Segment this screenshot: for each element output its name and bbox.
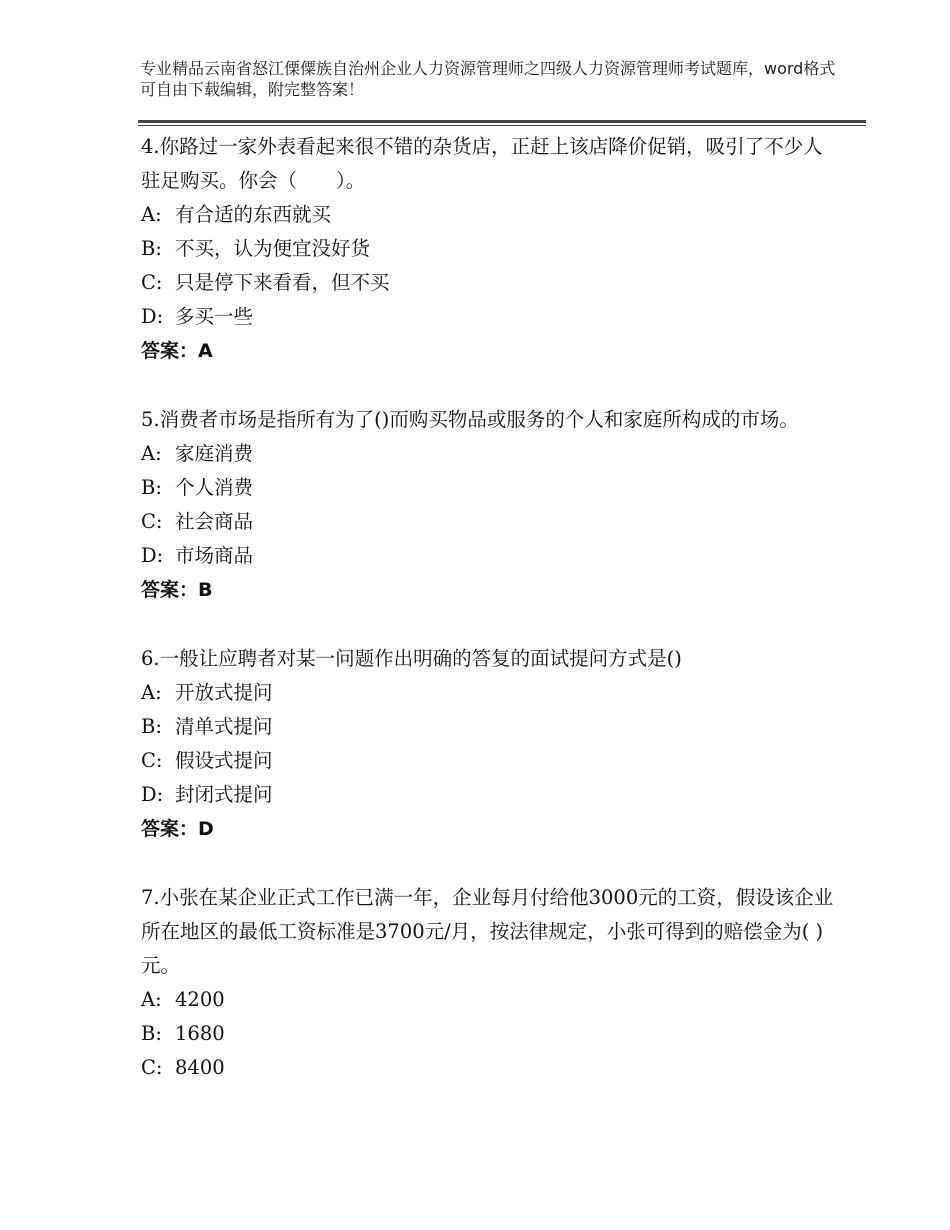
option-b — [141, 232, 841, 266]
question-7 — [141, 879, 841, 1085]
question-6 — [141, 640, 841, 846]
option-text: 家庭消费 — [175, 442, 254, 465]
option-b — [141, 710, 841, 744]
option-text: 4200 — [175, 988, 225, 1011]
option-text: 开放式提问 — [175, 681, 273, 704]
option-key: D: — [141, 305, 164, 328]
option-key: A: — [141, 988, 162, 1011]
document-header: 专业精品云南省怒江傈僳族自治州企业人力资源管理师之四级人力资源管理师考试题库，word格式可自由下载编辑，附完整答案！ — [140, 59, 836, 99]
option-key: C: — [141, 749, 163, 772]
option-key: B: — [141, 237, 162, 260]
option-key: C: — [141, 1056, 163, 1079]
question-5 — [141, 401, 841, 607]
option-c — [141, 505, 841, 539]
option-a — [141, 676, 841, 710]
option-text: 不买，认为便宜没好货 — [175, 237, 371, 260]
answer-line: 答案：D — [141, 818, 214, 840]
option-d — [141, 539, 841, 573]
option-key: D: — [141, 783, 164, 806]
option-text: 封闭式提问 — [175, 783, 273, 806]
option-text: 假设式提问 — [175, 749, 273, 772]
option-key: C: — [141, 510, 163, 533]
option-b — [141, 471, 841, 505]
option-text: 社会商品 — [175, 510, 254, 533]
option-a — [141, 198, 841, 232]
question-4 — [141, 128, 841, 368]
option-b — [141, 1017, 841, 1051]
option-a — [141, 983, 841, 1017]
option-text: 市场商品 — [175, 544, 254, 567]
question-text: 7.小张在某企业正式工作已满一年，企业每月付给他3000元的工资，假设该企业所在地区的最低工资标准是3700元/月，按法律规定，小张可得到的赔偿金为( )元。 — [141, 886, 834, 977]
option-d — [141, 778, 841, 812]
option-text: 只是停下来看看，但不买 — [175, 271, 390, 294]
option-key: B: — [141, 476, 162, 499]
option-c — [141, 266, 841, 300]
option-c — [141, 744, 841, 778]
option-key: A: — [141, 442, 162, 465]
question-text: 4.你路过一家外表看起来很不错的杂货店，正赶上该店降价促销，吸引了不少人驻足购买。你会（ ）。 — [141, 135, 823, 192]
option-d — [141, 300, 841, 334]
header-rule-thin — [138, 125, 866, 126]
answer-line: 答案：B — [141, 579, 213, 601]
option-key: A: — [141, 203, 162, 226]
option-key: B: — [141, 715, 162, 738]
header-rule-thick — [138, 120, 866, 123]
question-text: 5.消费者市场是指所有为了()而购买物品或服务的个人和家庭所构成的市场。 — [141, 408, 799, 431]
option-text: 个人消费 — [175, 476, 254, 499]
option-a — [141, 437, 841, 471]
option-text: 清单式提问 — [175, 715, 273, 738]
option-key: B: — [141, 1022, 162, 1045]
option-text: 1680 — [175, 1022, 225, 1045]
answer-line: 答案：A — [141, 340, 213, 362]
question-list — [141, 128, 841, 1118]
option-key: A: — [141, 681, 162, 704]
option-text: 8400 — [175, 1056, 225, 1079]
option-text: 有合适的东西就买 — [175, 203, 332, 226]
option-text: 多买一些 — [175, 305, 254, 328]
question-text: 6.一般让应聘者对某一问题作出明确的答复的面试提问方式是() — [141, 647, 682, 670]
option-key: C: — [141, 271, 163, 294]
option-key: D: — [141, 544, 164, 567]
option-c — [141, 1051, 841, 1085]
